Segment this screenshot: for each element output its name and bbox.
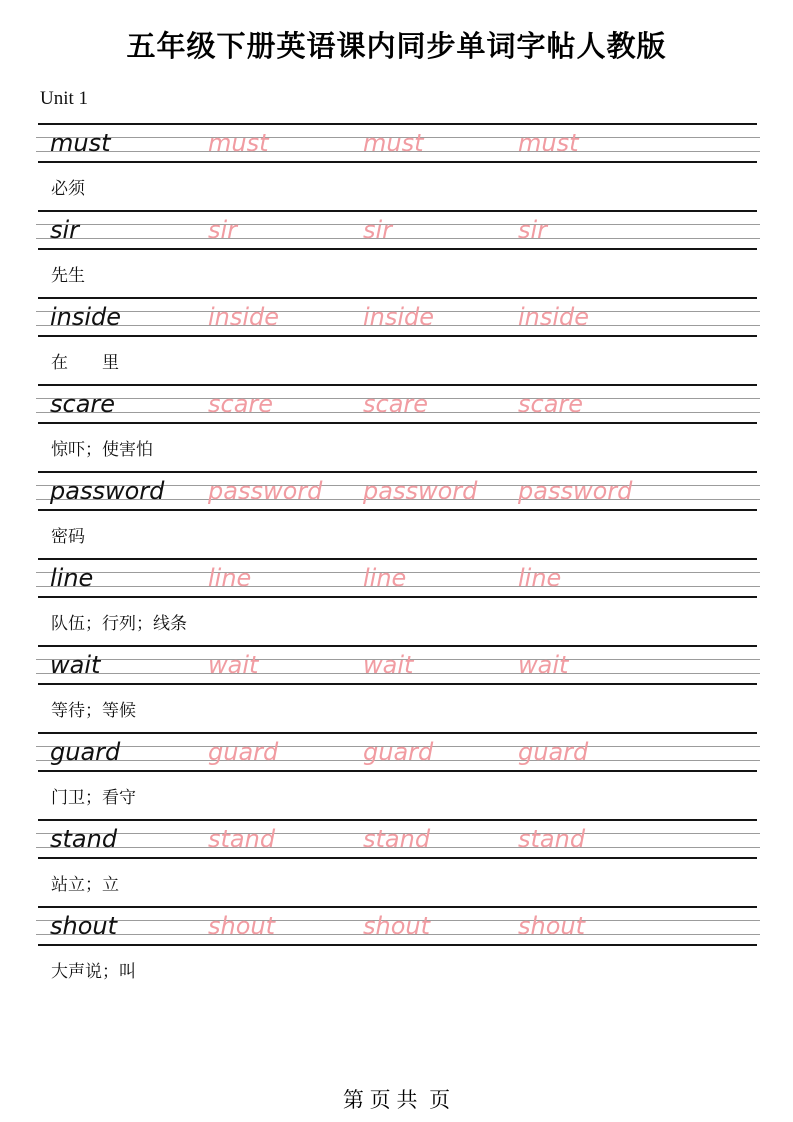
trace-word: scare	[363, 390, 429, 418]
meaning-row	[38, 511, 757, 558]
trace-word: shout	[363, 912, 431, 940]
unit-label: Unit 1	[40, 88, 89, 109]
word-block	[38, 384, 757, 471]
word-block	[38, 906, 757, 993]
meaning-text: 先生	[51, 266, 85, 286]
trace-word: stand	[363, 825, 431, 853]
trace-word: sir	[363, 216, 393, 244]
trace-word: line	[208, 564, 252, 592]
trace-word: guard	[363, 738, 434, 766]
trace-word: inside	[208, 303, 280, 331]
trace-word: must	[208, 129, 269, 157]
word-block	[38, 471, 757, 558]
trace-word: password	[518, 477, 633, 505]
meaning-row	[38, 685, 757, 732]
trace-word: password	[363, 477, 478, 505]
trace-word: wait	[518, 651, 569, 679]
trace-word: scare	[518, 390, 584, 418]
writing-guide-lines	[38, 471, 757, 511]
meaning-text: 队伍；行列；线条	[51, 614, 187, 634]
word-row	[38, 123, 757, 163]
word-block	[38, 732, 757, 819]
writing-guide-lines	[38, 645, 757, 685]
writing-guide-lines	[38, 819, 757, 859]
word-row	[38, 732, 757, 772]
meaning-row	[38, 250, 757, 297]
practice-word: inside	[50, 303, 122, 331]
meaning-text: 门卫；看守	[51, 788, 136, 808]
word-row	[38, 558, 757, 598]
word-row	[38, 471, 757, 511]
meaning-text: 在 里	[51, 353, 119, 373]
writing-guide-lines	[38, 384, 757, 424]
practice-word: must	[50, 129, 111, 157]
writing-guide-lines	[38, 210, 757, 250]
practice-sheet	[38, 123, 757, 993]
trace-word: password	[208, 477, 323, 505]
meaning-row	[38, 163, 757, 210]
meaning-row	[38, 859, 757, 906]
meaning-text: 必须	[51, 179, 85, 199]
writing-guide-lines	[38, 123, 757, 163]
trace-word: stand	[518, 825, 586, 853]
word-block	[38, 297, 757, 384]
meaning-row	[38, 946, 757, 993]
word-row	[38, 210, 757, 250]
practice-word: scare	[50, 390, 116, 418]
meaning-text: 惊吓；使害怕	[51, 440, 153, 460]
writing-guide-lines	[38, 297, 757, 337]
trace-word: inside	[363, 303, 435, 331]
trace-word: must	[363, 129, 424, 157]
word-block	[38, 210, 757, 297]
meaning-row	[38, 598, 757, 645]
trace-word: scare	[208, 390, 274, 418]
meaning-text: 站立；立	[51, 875, 119, 895]
trace-word: shout	[518, 912, 586, 940]
trace-word: inside	[518, 303, 590, 331]
trace-word: guard	[518, 738, 589, 766]
meaning-text: 密码	[51, 527, 85, 547]
trace-word: sir	[518, 216, 548, 244]
practice-word: password	[50, 477, 165, 505]
writing-guide-lines	[38, 732, 757, 772]
word-row	[38, 906, 757, 946]
trace-word: stand	[208, 825, 276, 853]
trace-word: wait	[363, 651, 414, 679]
page-title: 五年级下册英语课内同步单词字帖人教版	[126, 31, 667, 63]
trace-word: wait	[208, 651, 259, 679]
meaning-row	[38, 424, 757, 471]
trace-word: line	[518, 564, 562, 592]
practice-word: guard	[50, 738, 121, 766]
page-footer: 第 页 共 页	[342, 1089, 451, 1112]
practice-word: wait	[50, 651, 101, 679]
practice-word: stand	[50, 825, 118, 853]
meaning-text: 等待；等候	[51, 701, 136, 721]
word-block	[38, 123, 757, 210]
trace-word: shout	[208, 912, 276, 940]
word-block	[38, 819, 757, 906]
practice-word: line	[50, 564, 94, 592]
writing-guide-lines	[38, 558, 757, 598]
trace-word: sir	[208, 216, 238, 244]
practice-word: shout	[50, 912, 118, 940]
meaning-text: 大声说；叫	[51, 962, 136, 982]
meaning-row	[38, 772, 757, 819]
word-row	[38, 384, 757, 424]
trace-word: guard	[208, 738, 279, 766]
word-row	[38, 819, 757, 859]
word-row	[38, 297, 757, 337]
writing-guide-lines	[38, 906, 757, 946]
practice-word: sir	[50, 216, 80, 244]
word-block	[38, 558, 757, 645]
word-row	[38, 645, 757, 685]
word-block	[38, 645, 757, 732]
trace-word: line	[363, 564, 407, 592]
trace-word: must	[518, 129, 579, 157]
meaning-row	[38, 337, 757, 384]
